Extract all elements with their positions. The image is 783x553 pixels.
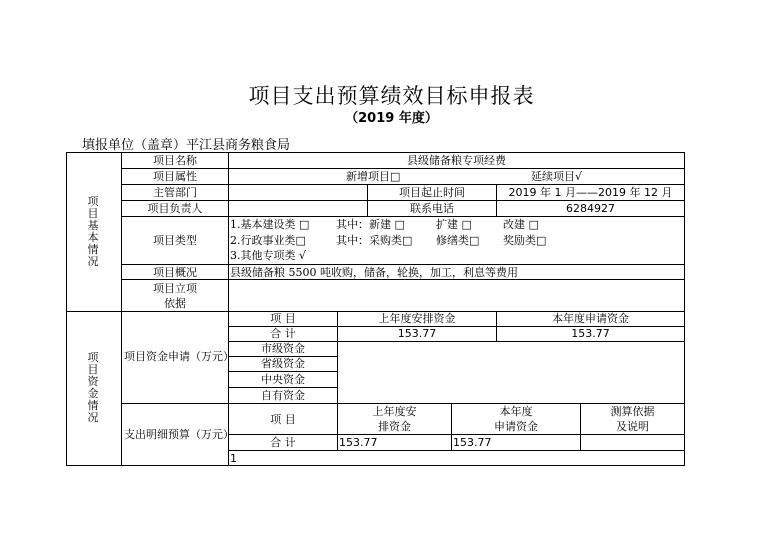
overview-label: 项目概况 <box>153 266 197 279</box>
province-funds-label: 省级资金 <box>261 357 305 370</box>
detail-this-header-1: 本年度 <box>499 405 533 418</box>
type-expand-checkbox[interactable]: 扩建 □ <box>436 218 472 231</box>
dept-label: 主管部门 <box>153 186 197 199</box>
project-name-value: 县级储备粮专项经费 <box>407 154 506 167</box>
own-funds-label: 自有资金 <box>261 389 305 402</box>
detail-total-this: 153.77 <box>453 436 492 449</box>
funding-apply-label: 项目资金申请（万元） <box>124 350 234 363</box>
type-repair-checkbox[interactable]: 修缮类□ <box>436 234 480 247</box>
project-attribute-label: 项目属性 <box>153 170 197 183</box>
attribute-continue-checkbox[interactable]: 延续项目√ <box>531 170 583 183</box>
total-label: 合 计 <box>270 327 296 340</box>
col-this-year-header: 本年度申请资金 <box>552 312 629 325</box>
detail-this-header-2: 申请资金 <box>494 420 538 433</box>
owner-label: 项目负责人 <box>147 202 203 215</box>
detail-total-label: 合 计 <box>270 436 296 449</box>
detail-budget-label: 支出明细预算（万元） <box>124 428 234 441</box>
col-last-year-header: 上年度安排资金 <box>378 312 456 325</box>
section-funding-label: 项目资金情况 <box>87 351 99 424</box>
detail-item-header: 项 目 <box>270 413 296 426</box>
type-reward-checkbox[interactable]: 奖励类□ <box>503 234 547 247</box>
detail-basis-header-2: 及说明 <box>616 420 649 433</box>
detail-row-1-index: 1 <box>230 452 237 465</box>
attribute-new-checkbox[interactable]: 新增项目□ <box>346 170 401 183</box>
basis-label-line1: 项目立项 <box>153 282 197 295</box>
type-other-checkbox[interactable]: 3.其他专项类 √ <box>230 249 307 262</box>
total-last-value: 153.77 <box>397 327 437 340</box>
page-title: 项目支出预算绩效目标申报表 <box>248 84 535 108</box>
detail-total-last: 153.77 <box>339 436 378 449</box>
report-year: （2019 年度） <box>345 111 438 126</box>
type-purchase-checkbox[interactable]: 其中：采购类□ <box>336 234 413 247</box>
period-label: 项目起止时间 <box>399 186 465 199</box>
city-funds-label: 市级资金 <box>261 342 305 355</box>
central-funds-label: 中央资金 <box>261 373 305 386</box>
type-rebuild-checkbox[interactable]: 改建 □ <box>503 218 539 231</box>
type-infrastructure-checkbox[interactable]: 1.基本建设类 □ <box>230 218 310 231</box>
project-name-label: 项目名称 <box>153 154 197 167</box>
phone-label: 联系电话 <box>410 202 454 215</box>
detail-basis-header-1: 测算依据 <box>610 405 655 418</box>
overview-value: 县级储备粮 5500 吨收购，储备，轮换，加工，利息等费用 <box>230 266 518 279</box>
detail-last-header-1: 上年度安 <box>372 405 417 418</box>
col-item-header: 项 目 <box>270 312 296 325</box>
project-type-label: 项目类型 <box>153 234 197 247</box>
phone-value: 6284927 <box>566 202 615 215</box>
period-value: 2019 年 1 月——2019 年 12 月 <box>508 186 673 199</box>
section-basic-info-label: 项目基本情况 <box>87 195 99 268</box>
detail-last-header-2: 排资金 <box>378 420 411 433</box>
type-admin-checkbox[interactable]: 2.行政事业类□ <box>230 234 306 247</box>
reporting-unit: 填报单位（盖章）平江县商务粮食局 <box>82 138 291 153</box>
total-this-value: 153.77 <box>571 327 610 340</box>
type-new-build-checkbox[interactable]: 其中：新建 □ <box>336 218 405 231</box>
basis-label-line2: 依据 <box>164 297 186 310</box>
